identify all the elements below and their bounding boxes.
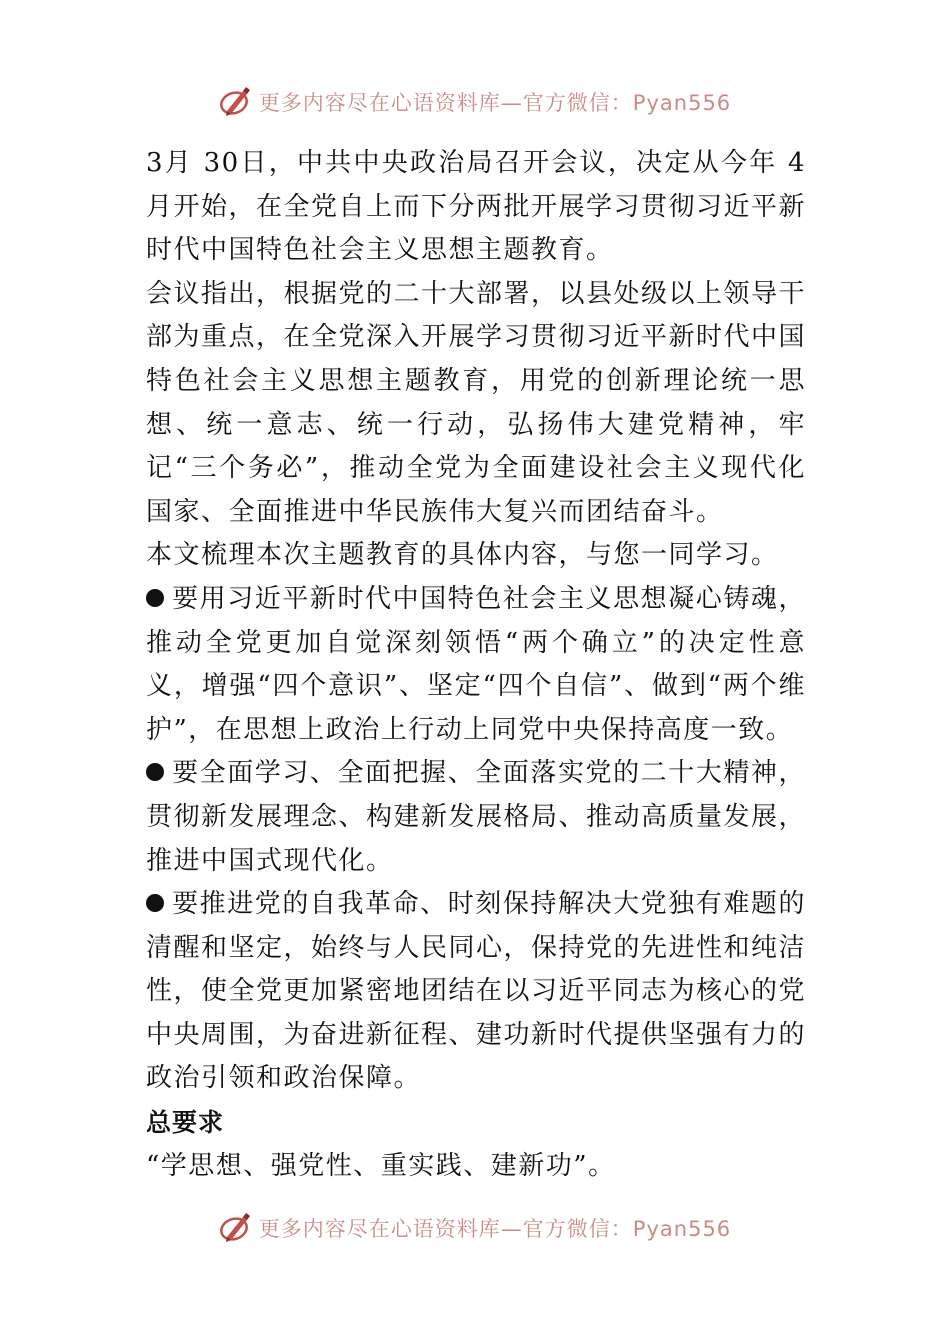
paragraph-intro: 3月 30日，中共中央政治局召开会议，决定从今年 4月开始，在全党自上而下分两批开展学习贯彻习近平新时代中国特色社会主义思想主题教育。 <box>146 148 807 266</box>
section-text: “学思想、强党性、重实践、建新功”。 <box>146 1151 616 1182</box>
paragraph-meeting: 会议指出，根据党的二十大部署，以县处级以上领导干部为重点，在全党深入开展学习贯彻习近平新时代中国特色社会主义思想主题教育，用党的创新理论统一思想、统一意志、统一行动，弘扬伟大建党精神，牢记“三个务必”，推动全党为全面建设社会主义现代化国家、全面推进中华民族伟大复兴而团结奋斗。 <box>146 278 807 527</box>
banner-text: 更多内容尽在心语资料库—官方微信：Pyan556 <box>258 91 732 115</box>
bullet-item <box>146 578 806 752</box>
pen-logo-icon <box>219 1211 253 1245</box>
bullet-text: 要用习近平新时代中国特色社会主义思想凝心铸魂，推动全党更加自觉深刻领悟“两个确立”的决定性意义，增强“四个意识”、坚定“四个自信”、做到“两个维护”，在思想上政治上行动上同党中央保持高度一致。 <box>146 583 806 745</box>
footer-banner <box>0 1208 950 1248</box>
bullet-dot-icon <box>146 894 164 912</box>
document-body <box>146 142 806 1189</box>
bullet-item <box>146 883 806 1101</box>
bullet-item <box>146 752 806 883</box>
bullet-dot-icon <box>146 589 164 607</box>
banner-text: 更多内容尽在心语资料库—官方微信：Pyan556 <box>258 1217 732 1241</box>
pen-logo-icon <box>219 85 253 119</box>
bullet-text: 要推进党的自我革命、时刻保持解决大党独有难题的清醒和坚定，始终与人民同心，保持党的先进性和纯洁性，使全党更加紧密地团结在以习近平同志为核心的党中央周围，为奋进新征程、建功新时代提供坚强有力的政治引领和政治保障。 <box>146 889 807 1094</box>
header-banner <box>0 82 950 122</box>
section-heading: 总要求 <box>146 1108 225 1138</box>
bullet-dot-icon <box>146 763 164 781</box>
paragraph-summary: 本文梳理本次主题教育的具体内容，与您一同学习。 <box>146 540 779 571</box>
bullet-text: 要全面学习、全面把握、全面落实党的二十大精神，贯彻新发展理念、构建新发展格局、推动高质量发展，推进中国式现代化。 <box>146 758 807 876</box>
